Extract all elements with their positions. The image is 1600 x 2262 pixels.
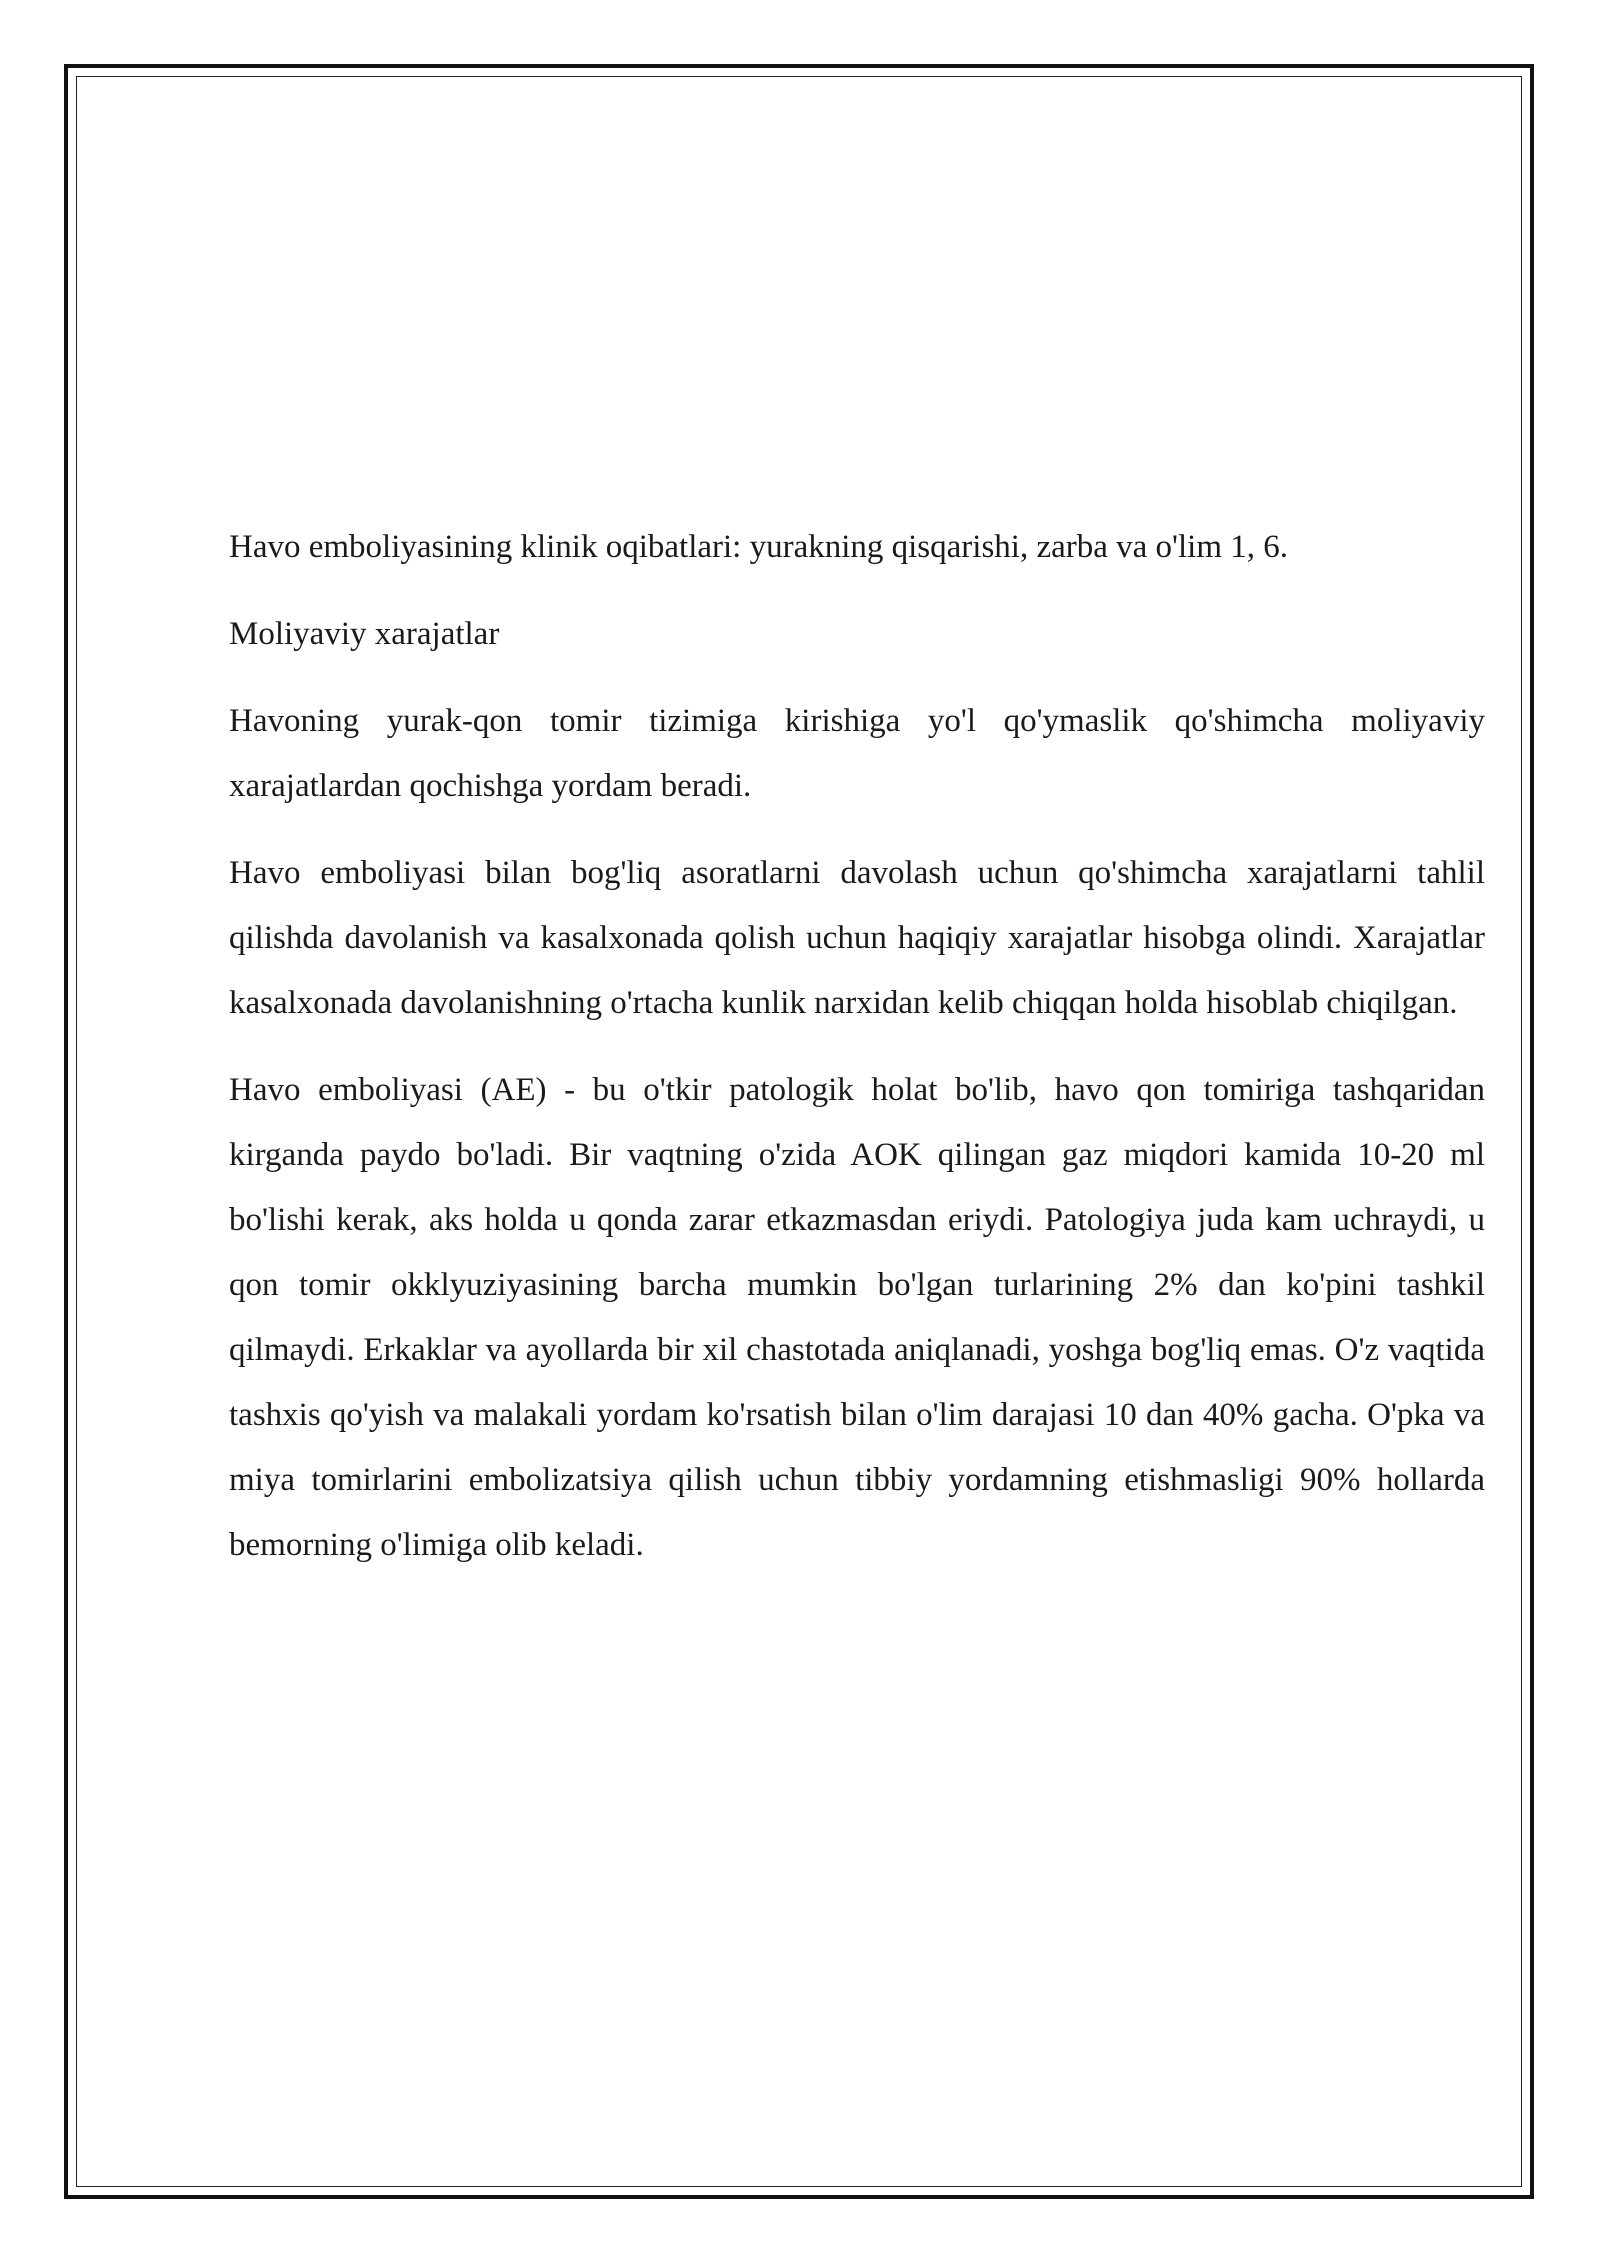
paragraph-air-embolism-definition: Havo emboliyasi (AE) - bu o'tkir patologik holat bo'lib, havo qon tomiriga tashqaridan kirganda paydo bo'ladi. Bir vaqtning o'zida AOK qilingan gaz miqdori kamida 10-20 ml bo'lishi kerak, aks holda u qonda zarar etkazmasdan eriydi. Patologiya juda kam uchraydi, u qon tomir okklyuziyasining barcha mumkin bo'lgan turlarining 2% dan ko'pini tashkil qilmaydi. Erkaklar va ayollarda bir xil chastotada aniqlanadi, yoshga bog'liq emas. O'z vaqtida tashxis qo'yish va malakali yordam ko'rsatish bilan o'lim darajasi 10 dan 40% gacha. O'pka va miya tomirlarini embolizatsiya qilish uchun tibbiy yordamning etishmasligi 90% hollarda bemorning o'limiga olib keladi.: [229, 1072, 1485, 1563]
paragraph-cost-analysis: Havo emboliyasi bilan bog'liq asoratlarni davolash uchun qo'shimcha xarajatlarni tahlil qilishda davolanish va kasalxonada qolish uchun haqiqiy xarajatlar hisobga olindi. Xarajatlar kasalxonada davolanishning o'rtacha kunlik narxidan kelib chiqqan holda hisoblab chiqilgan.: [229, 855, 1485, 1021]
document-body: [229, 515, 1485, 1600]
section-heading-financial-costs: Moliyaviy xarajatlar: [229, 616, 500, 652]
paragraph-prevention-savings: Havoning yurak-qon tomir tizimiga kirishiga yo'l qo'ymaslik qo'shimcha moliyaviy xarajatlardan qochishga yordam beradi.: [229, 703, 1485, 804]
paragraph-clinical-consequences: Havo emboliyasining klinik oqibatlari: yurakning qisqarishi, zarba va o'lim 1, 6.: [229, 529, 1288, 565]
